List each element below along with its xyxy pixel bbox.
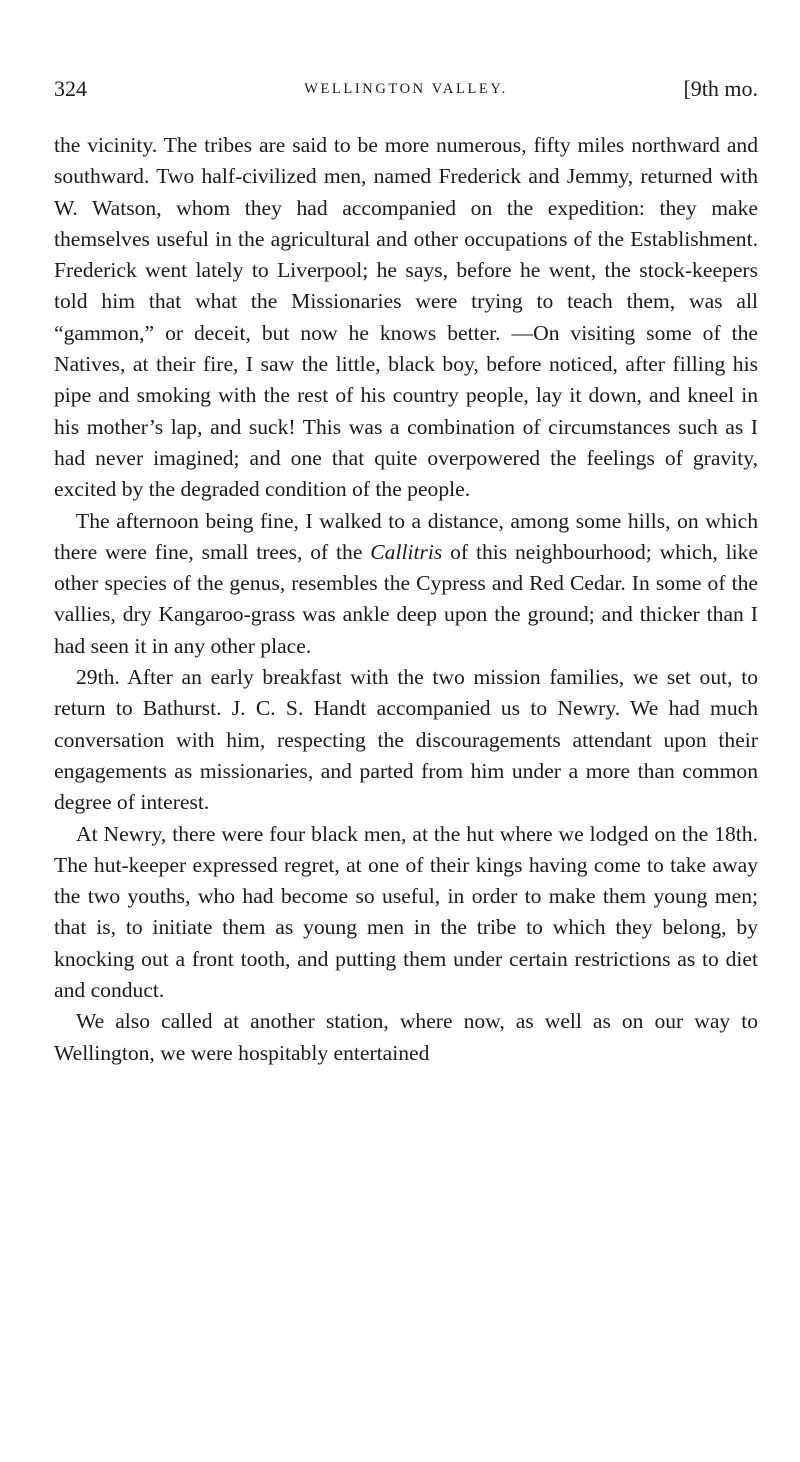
paragraph-2-text-end: of this neighbourhood; which, like other species of the genus, resembles the Cypress and Red Cedar. In some of the vallies, dry Kangaroo-grass was ankle deep upon the ground; and thicker than I had seen it in any other place. — [54, 539, 758, 658]
paragraph-5 — [54, 1006, 758, 1069]
paragraph-3-text: 29th. After an early breakfast with the two mission families, we set out, to return to Bathurst. J. C. S. Handt accompanied us to Newry. We had much conversation with him, respecting the discouragements attendant upon their engagements as missionaries, and parted from him under a more than common degree of interest. — [54, 665, 758, 815]
running-title: WELLINGTON VALLEY. — [304, 81, 508, 97]
paragraph-1 — [54, 130, 758, 506]
body-text — [54, 130, 758, 1069]
paragraph-4 — [54, 819, 758, 1007]
paragraph-1-text: the vicinity. The tribes are said to be more numerous, fifty miles northward and southward. Two half-civilized men, named Frederick and Jemmy, returned with W. Watson, whom they had accompanied on the expedition: they make themselves useful in the agricultural and other occupations of the Establishment. Frederick went lately to Liverpool; he says, before he went, the stock-keepers told him that what the Missionaries were trying to teach them, was all “gammon,” or deceit, but now he knows better. —On visiting some of the Natives, at their fire, I saw the little, black boy, before noticed, after filling his pipe and smoking with the rest of his country people, lay it down, and kneel in his mother’s lap, and suck! This was a combination of circumstances such as I had never imagined; and one that quite overpowered the feelings of gravity, excited by the degraded condition of the people. — [54, 133, 758, 502]
month-note: [9th mo. — [683, 76, 758, 101]
paragraph-4-text: At Newry, there were four black men, at the hut where we lodged on the 18th. The hut-keeper expressed regret, at one of their kings having come to take away the two youths, who had become so useful, in order to make them young men; that is, to initiate them as young men in the tribe to which they belong, by knocking out a front tooth, and putting them under certain restrictions as to diet and conduct. — [54, 821, 758, 1003]
page-number: 324 — [54, 76, 87, 101]
paragraph-2-text-start: The afternoon being fine, I walked to a distance, among some hills, on which there were fine, small trees, of the — [54, 508, 758, 564]
paragraph-5-text: We also called at another station, where now, as well as on our way to Wellington, we were hospitably entertained — [54, 1009, 758, 1065]
book-page — [54, 72, 758, 1069]
running-head — [54, 72, 758, 106]
paragraph-2 — [54, 506, 758, 662]
paragraph-3 — [54, 662, 758, 818]
paragraph-2-genus-name: Callitris — [370, 539, 443, 564]
